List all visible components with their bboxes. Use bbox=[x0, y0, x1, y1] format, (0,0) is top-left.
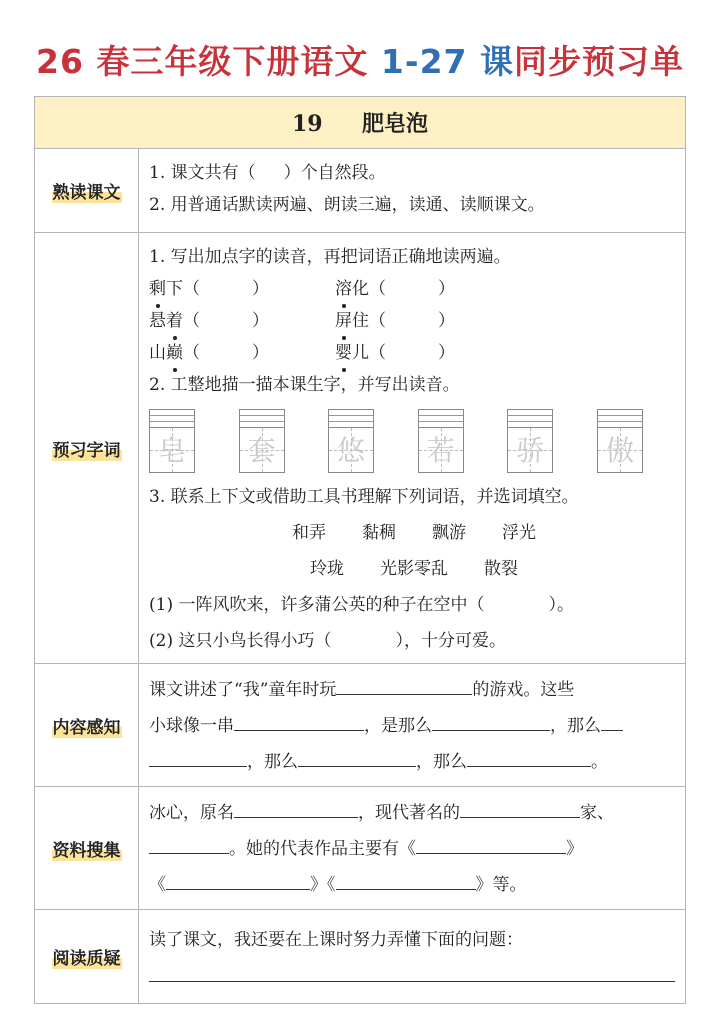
pinyin-lines[interactable] bbox=[328, 409, 374, 427]
word-choices-row-2 bbox=[149, 553, 679, 585]
tracing-cell[interactable] bbox=[239, 409, 285, 473]
fill-blank[interactable] bbox=[467, 749, 591, 767]
word-choice: 浮光 bbox=[502, 523, 536, 543]
title-part-1: 26 春 bbox=[36, 42, 131, 81]
tracing-cell[interactable] bbox=[507, 409, 553, 473]
pinyin-word-item: 剩下（ ） bbox=[149, 273, 335, 305]
fill-blank[interactable] bbox=[166, 872, 310, 890]
title-part-4: 同步预习单 bbox=[514, 42, 684, 81]
section-label-content: 内容感知 bbox=[52, 713, 122, 738]
fill-blank[interactable] bbox=[234, 713, 364, 731]
word-choice: 飘游 bbox=[432, 523, 466, 543]
section-reading bbox=[35, 149, 686, 233]
fill-blank[interactable] bbox=[298, 749, 416, 767]
pinyin-word-item: 婴儿（ ） bbox=[335, 337, 521, 369]
reading-q1: 1. 课文共有（ ）个自然段。 bbox=[149, 163, 386, 183]
pinyin-lines[interactable] bbox=[149, 409, 195, 427]
word-choice: 光影零乱 bbox=[380, 559, 448, 579]
lesson-number: 19 bbox=[292, 111, 323, 137]
lesson-header bbox=[35, 97, 686, 149]
fill-blank[interactable] bbox=[336, 872, 476, 890]
trace-char: 傲 bbox=[605, 434, 634, 467]
section-research: 资料搜集 冰心，原名 ，现代著名的 家、 。她的代表作品主要有《 》 《 》《 》等。 bbox=[35, 787, 686, 910]
tracing-cell[interactable] bbox=[418, 409, 464, 473]
section-label-vocab: 预习字词 bbox=[52, 436, 122, 461]
tracing-cell[interactable] bbox=[149, 409, 195, 473]
trace-char: 套 bbox=[247, 434, 276, 467]
page-title bbox=[0, 36, 720, 83]
word-choice: 玲珑 bbox=[310, 559, 344, 579]
section-question bbox=[35, 910, 686, 1004]
lesson-name: 肥皂泡 bbox=[361, 111, 428, 137]
trace-char: 骄 bbox=[516, 434, 545, 467]
worksheet-table bbox=[34, 96, 686, 1004]
pinyin-word-item: 山巅（ ） bbox=[149, 337, 335, 369]
fill-question-2: (2) 这只小鸟长得小巧（ ），十分可爱。 bbox=[149, 631, 506, 651]
section-vocab bbox=[35, 233, 686, 664]
fill-blank[interactable] bbox=[149, 836, 229, 854]
trace-char: 若 bbox=[426, 434, 455, 467]
answer-line[interactable] bbox=[149, 962, 675, 982]
fill-blank[interactable] bbox=[234, 800, 358, 818]
trace-char: 悠 bbox=[337, 434, 366, 467]
tracing-cell[interactable] bbox=[328, 409, 374, 473]
trace-char: 皂 bbox=[157, 434, 186, 467]
tracing-cell[interactable] bbox=[597, 409, 643, 473]
fill-blank[interactable] bbox=[336, 677, 472, 695]
fill-blank[interactable] bbox=[416, 836, 566, 854]
fill-blank[interactable] bbox=[601, 713, 623, 731]
section-label-research: 资料搜集 bbox=[52, 836, 122, 861]
pinyin-lines[interactable] bbox=[418, 409, 464, 427]
pinyin-lines[interactable] bbox=[507, 409, 553, 427]
section-label-question: 阅读质疑 bbox=[52, 944, 122, 969]
word-choices-row-1 bbox=[149, 517, 679, 549]
word-choice: 散裂 bbox=[484, 559, 518, 579]
section-content: 内容感知 课文讲述了“我”童年时玩 的游戏。这些 小球像一串 ，是那么 ，那么 ，那么 ，那么 。 bbox=[35, 664, 686, 787]
pinyin-word-item: 溶化（ ） bbox=[335, 273, 521, 305]
tracing-grid-row bbox=[149, 401, 679, 481]
word-choice: 黏稠 bbox=[362, 523, 396, 543]
vocab-q3: 3. 联系上下文或借助工具书理解下列词语，并选词填空。 bbox=[149, 487, 579, 507]
pinyin-lines[interactable] bbox=[239, 409, 285, 427]
title-part-2: 三年级下册语文 bbox=[130, 42, 381, 81]
fill-blank[interactable] bbox=[149, 749, 247, 767]
fill-question-1: (1) 一阵风吹来，许多蒲公英的种子在空中（ ）。 bbox=[149, 595, 574, 615]
reading-q2: 2. 用普通话默读两遍、朗读三遍，读通、读顺课文。 bbox=[149, 195, 545, 215]
section-label-reading: 熟读课文 bbox=[52, 178, 122, 203]
vocab-q1: 1. 写出加点字的读音，再把词语正确地读两遍。 bbox=[149, 247, 511, 267]
fill-blank[interactable] bbox=[460, 800, 580, 818]
vocab-q2: 2. 工整地描一描本课生字，并写出读音。 bbox=[149, 375, 460, 395]
fill-blank[interactable] bbox=[432, 713, 550, 731]
title-part-3: 1-27 课 bbox=[380, 42, 514, 81]
word-choice: 和弄 bbox=[292, 523, 326, 543]
pinyin-word-grid bbox=[149, 273, 679, 369]
question-prompt: 读了课文，我还要在上课时努力弄懂下面的问题： bbox=[149, 930, 523, 950]
pinyin-lines[interactable] bbox=[597, 409, 643, 427]
pinyin-word-item: 屏住（ ） bbox=[335, 305, 521, 337]
pinyin-word-item: 悬着（ ） bbox=[149, 305, 335, 337]
